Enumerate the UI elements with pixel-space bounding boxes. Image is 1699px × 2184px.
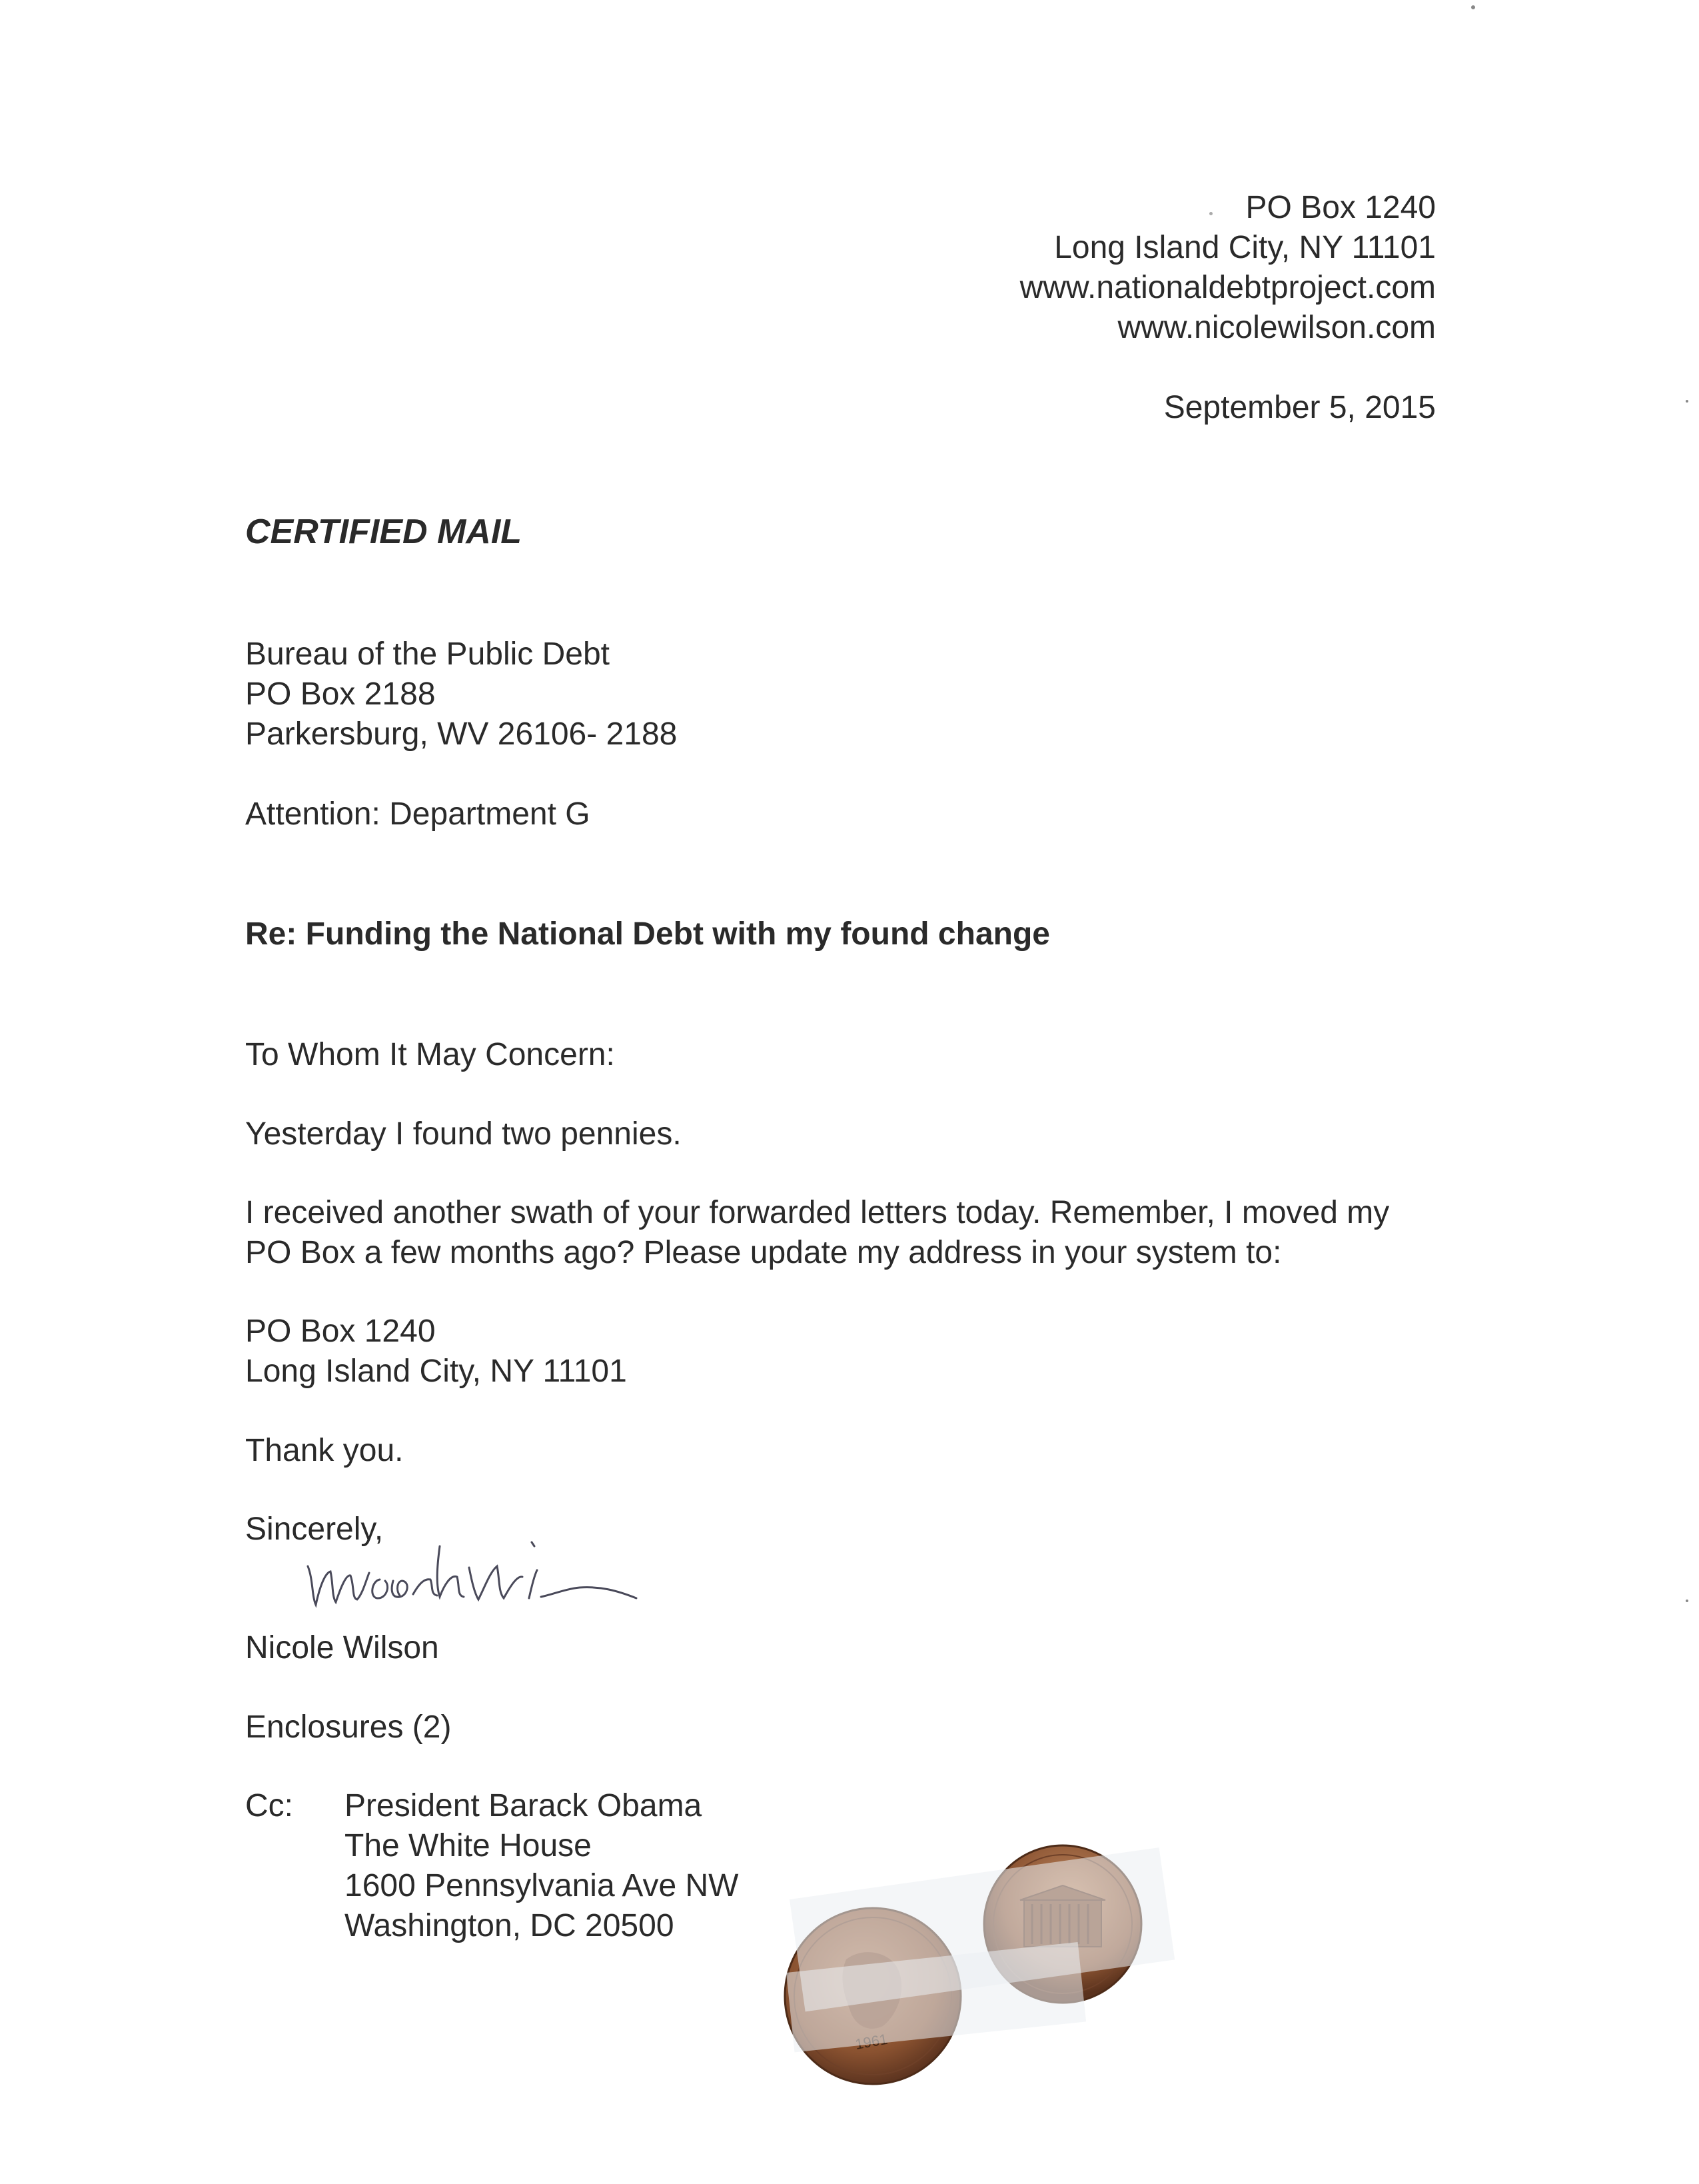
thanks-line: Thank you. <box>245 1433 404 1468</box>
subject-line: Re: Funding the National Debt with my found change <box>245 916 1050 952</box>
sender-website-2: www.nicolewilson.com <box>1117 310 1436 345</box>
enclosures-line: Enclosures (2) <box>245 1709 452 1745</box>
recipient-po-box: PO Box 2188 <box>245 676 436 712</box>
scan-speck <box>1209 212 1213 215</box>
body-paragraph-2-line-1: I received another swath of your forwarded letters today. Remember, I moved my <box>245 1195 1390 1230</box>
cc-label: Cc: <box>245 1788 293 1823</box>
body-paragraph-1: Yesterday I found two pennies. <box>245 1116 682 1152</box>
cc-line-2: The White House <box>344 1828 592 1863</box>
recipient-city: Parkersburg, WV 26106- 2188 <box>245 716 678 752</box>
scan-speck <box>1686 400 1688 403</box>
scan-speck <box>1686 1600 1688 1602</box>
recipient-name: Bureau of the Public Debt <box>245 636 610 672</box>
salutation: To Whom It May Concern: <box>245 1037 615 1072</box>
certified-mail-heading: CERTIFIED MAIL <box>245 513 522 551</box>
sender-po-box: PO Box 1240 <box>1245 190 1436 225</box>
attention-line: Attention: Department G <box>245 796 590 832</box>
scan-speck <box>1471 5 1475 9</box>
signer-name: Nicole Wilson <box>245 1630 439 1665</box>
body-paragraph-2-line-2: PO Box a few months ago? Please update my address in your system to: <box>245 1235 1282 1270</box>
new-address-line-2: Long Island City, NY 11101 <box>245 1354 627 1389</box>
cc-line-3: 1600 Pennsylvania Ave NW <box>344 1868 739 1903</box>
letter-date: September 5, 2015 <box>1163 390 1436 425</box>
cc-line-1: President Barack Obama <box>344 1788 702 1823</box>
sender-city: Long Island City, NY 11101 <box>1054 230 1436 265</box>
sender-website-1: www.nationaldebtproject.com <box>1019 270 1436 305</box>
cc-line-4: Washington, DC 20500 <box>344 1908 674 1943</box>
closing: Sincerely, <box>245 1512 384 1547</box>
new-address-line-1: PO Box 1240 <box>245 1314 436 1349</box>
handwritten-signature <box>300 1533 646 1626</box>
